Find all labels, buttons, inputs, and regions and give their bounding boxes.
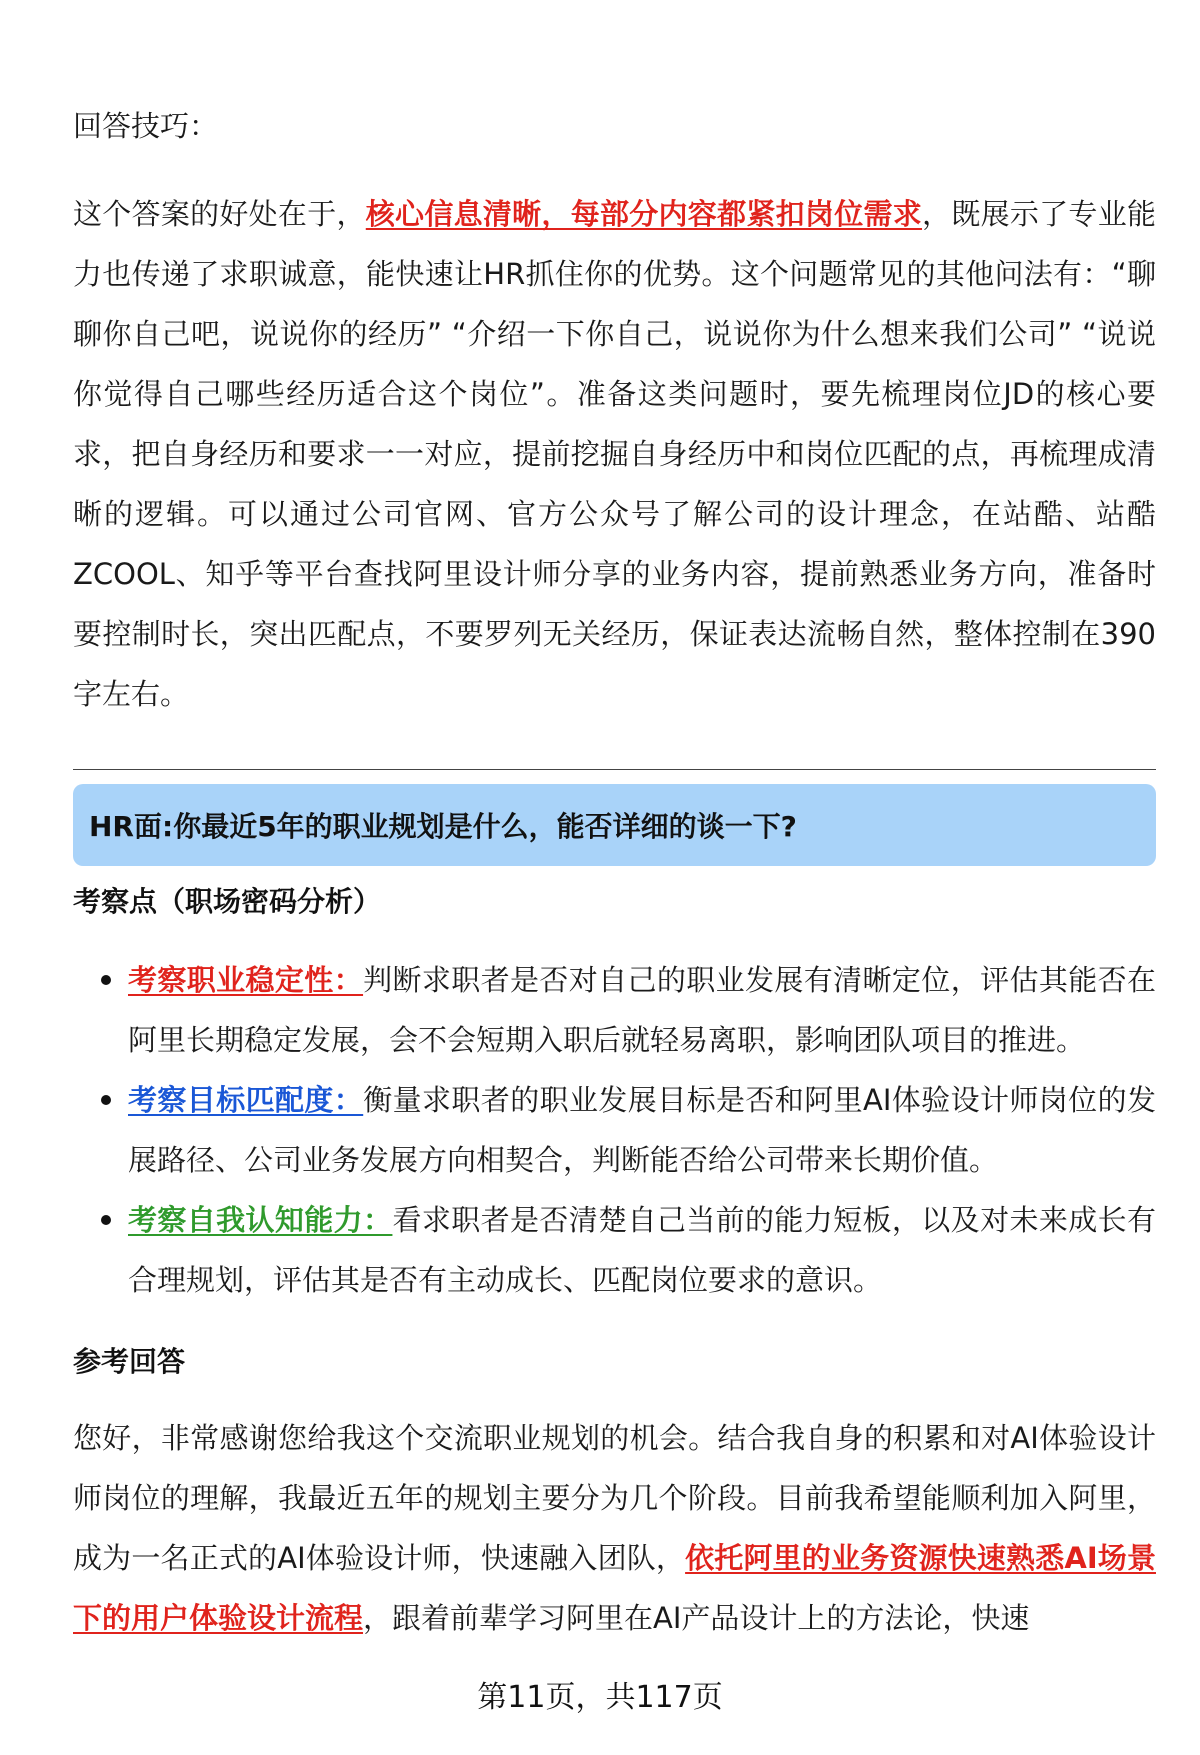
tips-label: 回答技巧： xyxy=(73,109,219,143)
bullet-text: 判断求职者是否对自己的职业发展有清晰定位，评估其能否在阿里长期稳定发展，会不会短期入职后就轻易离职，影响团队项目的推进。 xyxy=(128,963,1156,1057)
list-item xyxy=(73,950,1156,1070)
bullet-text: 看求职者是否清楚自己当前的能力短板，以及对未来成长有合理规划，评估其是否有主动成长、匹配岗位要求的意识。 xyxy=(128,1203,1156,1297)
page-number: 第11页，共117页 xyxy=(477,1680,723,1715)
bullet-key-self-awareness: 考察自我认知能力： xyxy=(128,1203,393,1237)
para2-lead: 您好，非常感谢您给我这个交流职业规划的机会。结合我自身的积累和对AI体验设计师岗位的理解，我最近五年的规划主要分为几个阶段。目前我希望能顺利加入阿里，成为一名正式的AI体验设计师，快速融入团队， xyxy=(73,1421,1156,1575)
kaocha-heading: 考察点（职场密码分析） xyxy=(73,885,382,918)
para2-highlight: 依托阿里的业务资源快速熟悉AI场景下的用户体验设计流程 xyxy=(73,1541,1156,1635)
question-box xyxy=(73,784,1156,866)
bullet-key-goal-match: 考察目标匹配度： xyxy=(128,1083,364,1117)
bullet-text: 衡量求职者的职业发展目标是否和阿里AI体验设计师岗位的发展路径、公司业务发展方向相契合，判断能否给公司带来长期价值。 xyxy=(128,1083,1156,1177)
reference-answer-heading: 参考回答 xyxy=(73,1345,186,1378)
paragraph-reference-answer xyxy=(73,1408,1156,1648)
section-divider xyxy=(73,769,1156,770)
list-item xyxy=(73,1190,1156,1310)
question-text: HR面:你最近5年的职业规划是什么，能否详细的谈一下? xyxy=(89,810,797,843)
para2-rest: ，跟着前辈学习阿里在AI产品设计上的方法论，快速 xyxy=(363,1601,1030,1635)
bullet-key-stability: 考察职业稳定性： xyxy=(128,963,364,997)
para1-rest: ，既展示了专业能力也传递了求职诚意，能快速让HR抓住你的优势。这个问题常见的其他问法有：“聊聊你自己吧，说说你的经历” “介绍一下你自己，说说你为什么想来我们公司” “说说你觉得自己哪些经历适合这个岗位”。准备这类问题时，要先梳理岗位JD的核心要求，把自身经历和要求一一对应，提前挖掘自身经历中和岗位匹配的点，再梳理成清晰的逻辑。可以通过公司官网、官方公众号了解公司的设计理念，在站酷、站酷ZCOOL、知乎等平台查找阿里设计师分享的业务内容，提前熟悉业务方向，准备时要控制时长，突出匹配点，不要罗列无关经历，保证表达流畅自然，整体控制在390字左右。 xyxy=(73,197,1156,711)
para1-lead: 这个答案的好处在于， xyxy=(73,197,366,231)
assessment-list xyxy=(73,950,1156,1310)
list-item xyxy=(73,1070,1156,1190)
para1-highlight: 核心信息清晰，每部分内容都紧扣岗位需求 xyxy=(365,197,923,231)
paragraph-answer-tips xyxy=(73,184,1156,724)
